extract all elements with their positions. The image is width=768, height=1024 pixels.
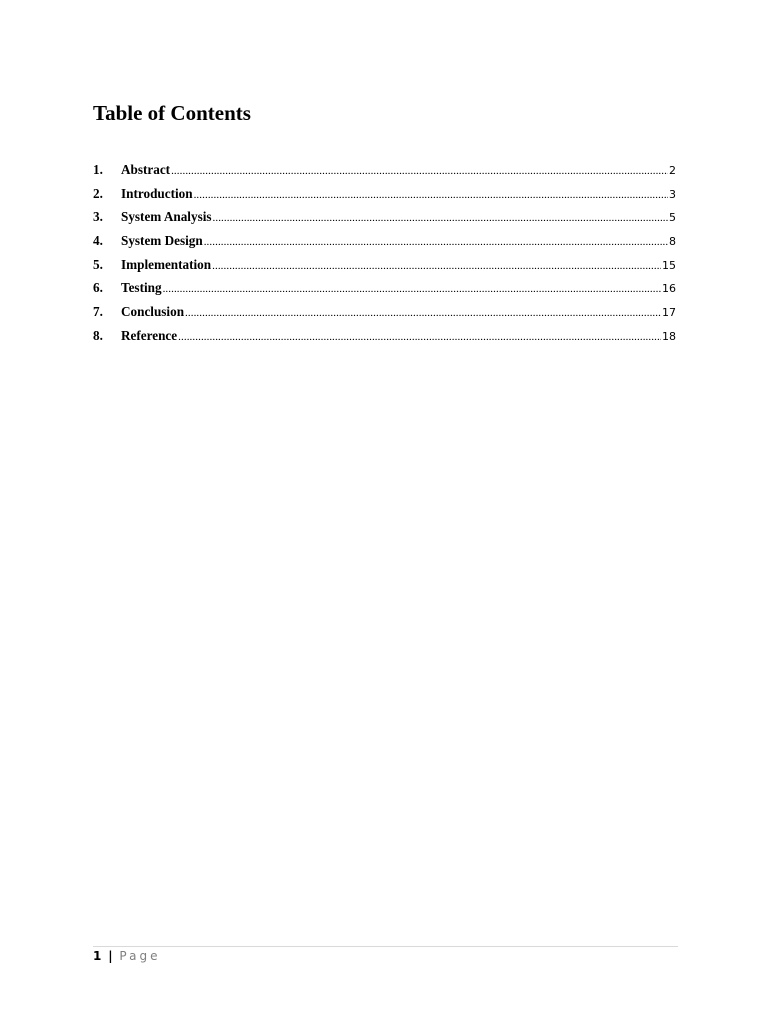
page-footer [93, 948, 160, 964]
toc-number: 4. [93, 233, 103, 249]
toc-page-number: 5 [669, 211, 676, 225]
toc-number: 7. [93, 304, 103, 320]
footer-divider [93, 946, 678, 947]
page-title: Table of Contents [93, 101, 251, 125]
toc-label: Conclusion [121, 304, 185, 320]
toc-dot-leader [178, 326, 661, 350]
toc-number: 5. [93, 256, 103, 272]
toc-entry-system-analysis[interactable] [93, 205, 676, 229]
toc-label: Testing [121, 280, 162, 296]
toc-entry-system-design[interactable] [93, 229, 676, 253]
toc-page-number: 17 [662, 306, 676, 320]
toc-dot-leader [204, 231, 668, 255]
toc-number: 1. [93, 162, 103, 177]
toc-page-number: 18 [662, 329, 676, 343]
toc-entry-testing[interactable] [93, 276, 676, 300]
toc-dot-leader [213, 207, 669, 231]
toc-entry-introduction[interactable] [93, 182, 676, 206]
toc-number: 3. [93, 209, 103, 225]
toc-page-number: 3 [669, 187, 676, 201]
toc-entry-conclusion[interactable] [93, 300, 676, 324]
toc-label: Abstract [121, 162, 171, 177]
toc-label: Implementation [121, 256, 212, 272]
toc-label: Introduction [121, 185, 193, 201]
toc-dot-leader [163, 278, 661, 302]
toc-page-number: 15 [662, 258, 676, 272]
toc-dot-leader [194, 184, 668, 208]
toc-dot-leader [212, 255, 661, 279]
toc-number: 2. [93, 185, 103, 201]
toc-number: 6. [93, 280, 103, 296]
footer-page-number: 1 [93, 949, 102, 963]
toc-page-number: 8 [669, 235, 676, 249]
toc-entry-reference[interactable] [93, 324, 676, 348]
toc-label: System Design [121, 233, 203, 249]
toc-page-number: 2 [669, 164, 676, 177]
toc-number: 8. [93, 327, 103, 343]
toc-label: System Analysis [121, 209, 212, 225]
toc-label: Reference [121, 327, 178, 343]
toc-page-number: 16 [662, 282, 676, 296]
toc-dot-leader [185, 302, 661, 326]
toc-entry-implementation[interactable] [93, 253, 676, 277]
footer-separator: | [108, 949, 113, 963]
toc-dot-leader [171, 160, 668, 184]
toc-entry-abstract[interactable] [93, 158, 676, 182]
table-of-contents [93, 158, 676, 348]
footer-page-label: Page [119, 949, 161, 963]
